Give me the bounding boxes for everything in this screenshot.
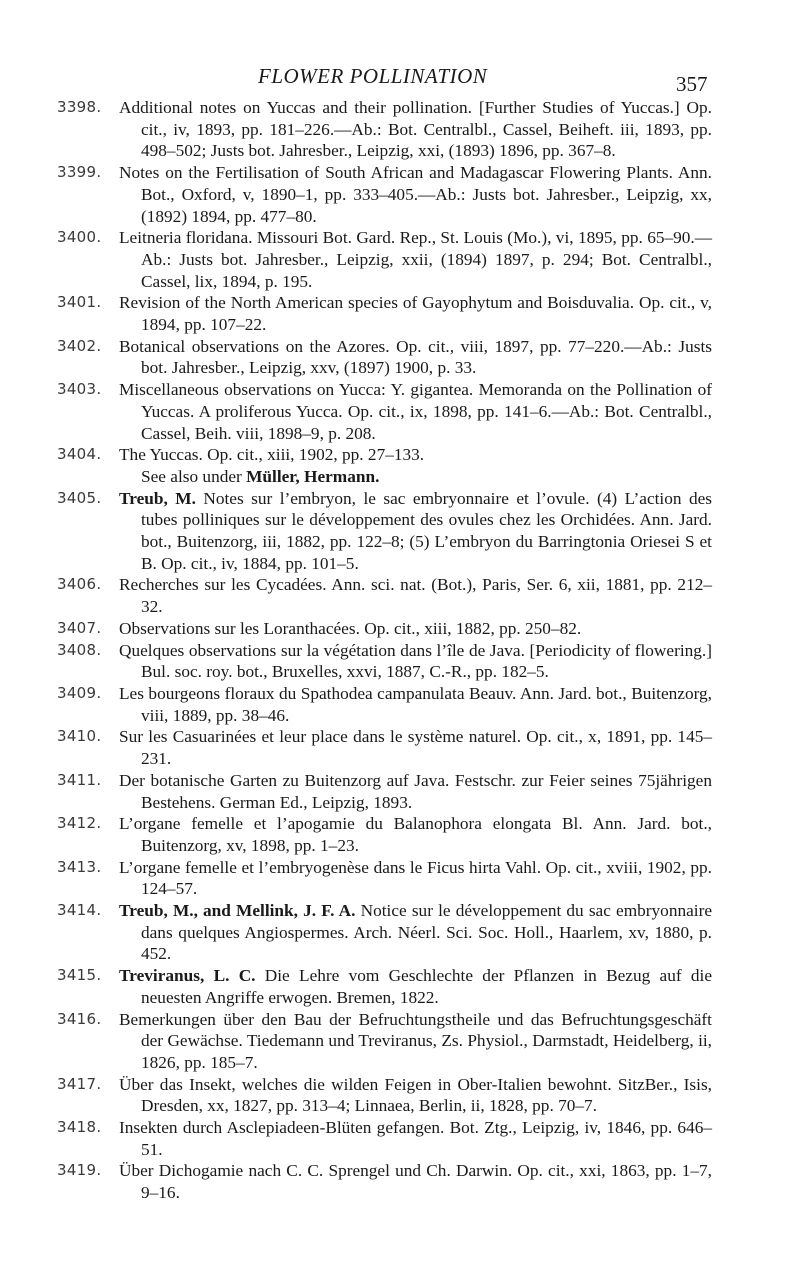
- entry-number: 3411.: [57, 770, 102, 789]
- entry-text: [119, 900, 712, 965]
- entry-number: 3413.: [57, 857, 102, 876]
- bibliography-entry: [0, 97, 800, 162]
- entry-text: [119, 488, 712, 575]
- entry-text: [119, 640, 712, 683]
- entry-number: 3417.: [57, 1074, 102, 1093]
- entry-number: 3403.: [57, 380, 102, 399]
- bibliography-entry: [0, 1160, 800, 1203]
- bibliography-entry: [0, 770, 800, 813]
- bibliography-entry: [0, 336, 800, 379]
- entry-number: 3399.: [57, 163, 102, 182]
- entry-text: [119, 162, 712, 227]
- bibliography-entry: [0, 726, 800, 769]
- running-title: FLOWER POLLINATION: [258, 64, 488, 88]
- entry-author: Treviranus, L. C.: [119, 966, 256, 986]
- bibliography-entry: [0, 640, 800, 683]
- entry-citation: Notice sur le développement du sac embryonnaire dans quelques Angiospermes. Arch. Néerl. Sci. Soc. Holl., Haarlem, xv, 1880, p. 452.: [141, 901, 712, 964]
- entry-number: 3408.: [57, 640, 102, 659]
- bibliography-entry: [0, 227, 800, 292]
- bibliography-entry: [0, 292, 800, 335]
- entry-citation: Botanical observations on the Azores. Op. cit., viii, 1897, pp. 77–220.—Ab.: Justs bot. Jahresber., Leipzig, xxv, (1897) 1900, p. 33.: [119, 336, 712, 378]
- bibliography-entry: [0, 683, 800, 726]
- entry-citation: The Yuccas. Op. cit., xiii, 1902, pp. 27–133.: [119, 445, 425, 465]
- entry-number: 3415.: [57, 966, 102, 985]
- page-number: 357: [676, 72, 708, 96]
- entry-author: Treub, M.: [119, 488, 196, 508]
- entry-group-1: [0, 97, 800, 466]
- entry-citation: Über das Insekt, welches die wilden Feigen in Ober-Italien bewohnt. SitzBer., Isis, Dresden, xx, 1827, pp. 313–4; Linnaea, Berlin, ii, 1828, pp. 70–7.: [119, 1074, 712, 1116]
- entry-author: Treub, M., and Mellink, J. F. A.: [119, 901, 356, 921]
- entry-citation: Sur les Casuarinées et leur place dans le système naturel. Op. cit., x, 1891, pp. 145–231.: [119, 727, 712, 769]
- entry-citation: Miscellaneous observations on Yucca: Y. gigantea. Memoranda on the Pollination of Yuccas. A proliferous Yucca. Op. cit., ix, 1898, pp. 141–6.—Ab.: Bot. Centralbl., Cassel, Beih. viii, 1898–9, p. 208.: [119, 380, 712, 443]
- entry-text: [119, 1160, 712, 1203]
- entry-number: 3414.: [57, 901, 102, 920]
- bibliography-list: [0, 97, 800, 1204]
- entry-citation: Bemerkungen über den Bau der Befruchtungstheile und das Befruchtungsgeschäft der Gewächse. Tiedemann und Treviranus, Zs. Physiol., Darmstadt, Heidelberg, ii, 1826, pp. 185–7.: [119, 1009, 712, 1072]
- entry-text: [119, 97, 712, 162]
- entry-text: [119, 1009, 712, 1074]
- see-also-note: [0, 466, 800, 488]
- entry-text: [119, 574, 712, 617]
- entry-number: 3410.: [57, 727, 102, 746]
- entry-number: 3405.: [57, 488, 102, 507]
- entry-text: [119, 292, 712, 335]
- entry-citation: Additional notes on Yuccas and their pollination. [Further Studies of Yuccas.] Op. cit., iv, 1893, pp. 181–226.—Ab.: Bot. Centralbl., Cassel, Beiheft. iii, 1893, pp. 498–502; Justs bot. Jahresber., Leipzig, xxi, (1893) 1896, pp. 367–8.: [119, 98, 712, 161]
- entry-citation: Über Dichogamie nach C. C. Sprengel und Ch. Darwin. Op. cit., xxi, 1863, pp. 1–7, 9–16.: [119, 1161, 712, 1203]
- entry-number: 3406.: [57, 575, 102, 594]
- bibliography-entry: [0, 900, 800, 965]
- entry-text: [119, 379, 712, 444]
- see-also-author: Müller, Hermann.: [246, 466, 380, 486]
- entry-text: [119, 770, 712, 813]
- entry-citation: Recherches sur les Cycadées. Ann. sci. nat. (Bot.), Paris, Ser. 6, xii, 1881, pp. 212–32.: [119, 575, 712, 617]
- entry-text: [119, 965, 712, 1008]
- entry-number: 3419.: [57, 1161, 102, 1180]
- entry-text: [119, 1117, 712, 1160]
- bibliography-entry: [0, 488, 800, 575]
- entry-citation: L’organe femelle et l’apogamie du Balanophora elongata Bl. Ann. Jard. bot., Buitenzorg, xv, 1898, pp. 1–23.: [119, 814, 712, 855]
- entry-number: 3416.: [57, 1009, 102, 1028]
- entry-group-2: [0, 488, 800, 1204]
- bibliography-entry: [0, 1117, 800, 1160]
- entry-number: 3418.: [57, 1118, 102, 1137]
- entry-number: 3404.: [57, 445, 102, 464]
- bibliography-entry: [0, 574, 800, 617]
- entry-citation: Notes sur l’embryon, le sac embryonnaire et l’ovule. (4) L’action des tubes polliniques sur le développement des ovules chez les Orchidées. Ann. Jard. bot., Buitenzorg, iii, 1882, pp. 122–8; (5) L’embryon du Barringtonia Oriesei S et B. Op. cit., iv, 1884, pp. 101–5.: [141, 488, 712, 573]
- entry-citation: L’organe femelle et l’embryogenèse dans le Ficus hirta Vahl. Op. cit., xviii, 1902, pp. 124–57.: [119, 857, 712, 899]
- entry-number: 3401.: [57, 293, 102, 312]
- entry-number: 3400.: [57, 228, 102, 247]
- entry-citation: Der botanische Garten zu Buitenzorg auf Java. Festschr. zur Feier seines 75jährigen Bestehens. German Ed., Leipzig, 1893.: [119, 770, 712, 812]
- entry-text: [119, 726, 712, 769]
- entry-citation: Notes on the Fertilisation of South African and Madagascar Flowering Plants. Ann. Bot., Oxford, v, 1890–1, pp. 333–405.—Ab.: Justs bot. Jahresber., Leipzig, xx, (1892) 1894, pp. 477–80.: [119, 163, 712, 226]
- entry-text: [119, 227, 712, 292]
- entry-citation: Les bourgeons floraux du Spathodea campanulata Beauv. Ann. Jard. bot., Buitenzorg, viii, 1889, pp. 38–46.: [119, 683, 712, 725]
- entry-number: 3409.: [57, 683, 102, 702]
- entry-text: [119, 1074, 712, 1117]
- bibliography-entry: [0, 1074, 800, 1117]
- bibliography-entry: [0, 444, 800, 466]
- bibliography-entry: [0, 1009, 800, 1074]
- see-also-prefix: See also under: [141, 466, 247, 486]
- entry-text: [119, 336, 712, 379]
- entry-number: 3407.: [57, 618, 102, 637]
- entry-text: [119, 618, 712, 640]
- page-header: [0, 64, 800, 94]
- entry-citation: Leitneria floridana. Missouri Bot. Gard. Rep., St. Louis (Mo.), vi, 1895, pp. 65–90.—Ab.: Justs bot. Jahresber., Leipzig, xxii, (1894) 1897, p. 294; Bot. Centralbl., Cassel, lix, 1894, p. 195.: [119, 228, 712, 291]
- bibliography-entry: [0, 618, 800, 640]
- bibliography-entry: [0, 965, 800, 1008]
- bibliography-entry: [0, 857, 800, 900]
- bibliography-entry: [0, 379, 800, 444]
- entry-number: 3412.: [57, 814, 102, 833]
- entry-citation: Insekten durch Asclepiadeen-Blüten gefangen. Bot. Ztg., Leipzig, iv, 1846, pp. 646–51.: [119, 1118, 712, 1159]
- entry-text: [119, 813, 712, 856]
- entry-citation: Observations sur les Loranthacées. Op. cit., xiii, 1882, pp. 250–82.: [119, 618, 582, 638]
- entry-number: 3402.: [57, 336, 102, 355]
- entry-text: [119, 444, 712, 466]
- entry-citation: Die Lehre vom Geschlechte der Pflanzen in Bezug auf die neuesten Angriffe erwogen. Bremen, 1822.: [141, 966, 712, 1007]
- entry-citation: Revision of the North American species of Gayophytum and Boisduvalia. Op. cit., v, 1894, pp. 107–22.: [119, 293, 712, 335]
- entry-text: [119, 857, 712, 900]
- entry-citation: Quelques observations sur la végétation dans l’île de Java. [Periodicity of flowering.] Bul. soc. roy. bot., Bruxelles, xxvi, 1887, C.-R., pp. 182–5.: [119, 640, 712, 682]
- entry-number: 3398.: [57, 98, 102, 116]
- bibliography-entry: [0, 813, 800, 856]
- entry-text: [119, 683, 712, 726]
- bibliography-entry: [0, 162, 800, 227]
